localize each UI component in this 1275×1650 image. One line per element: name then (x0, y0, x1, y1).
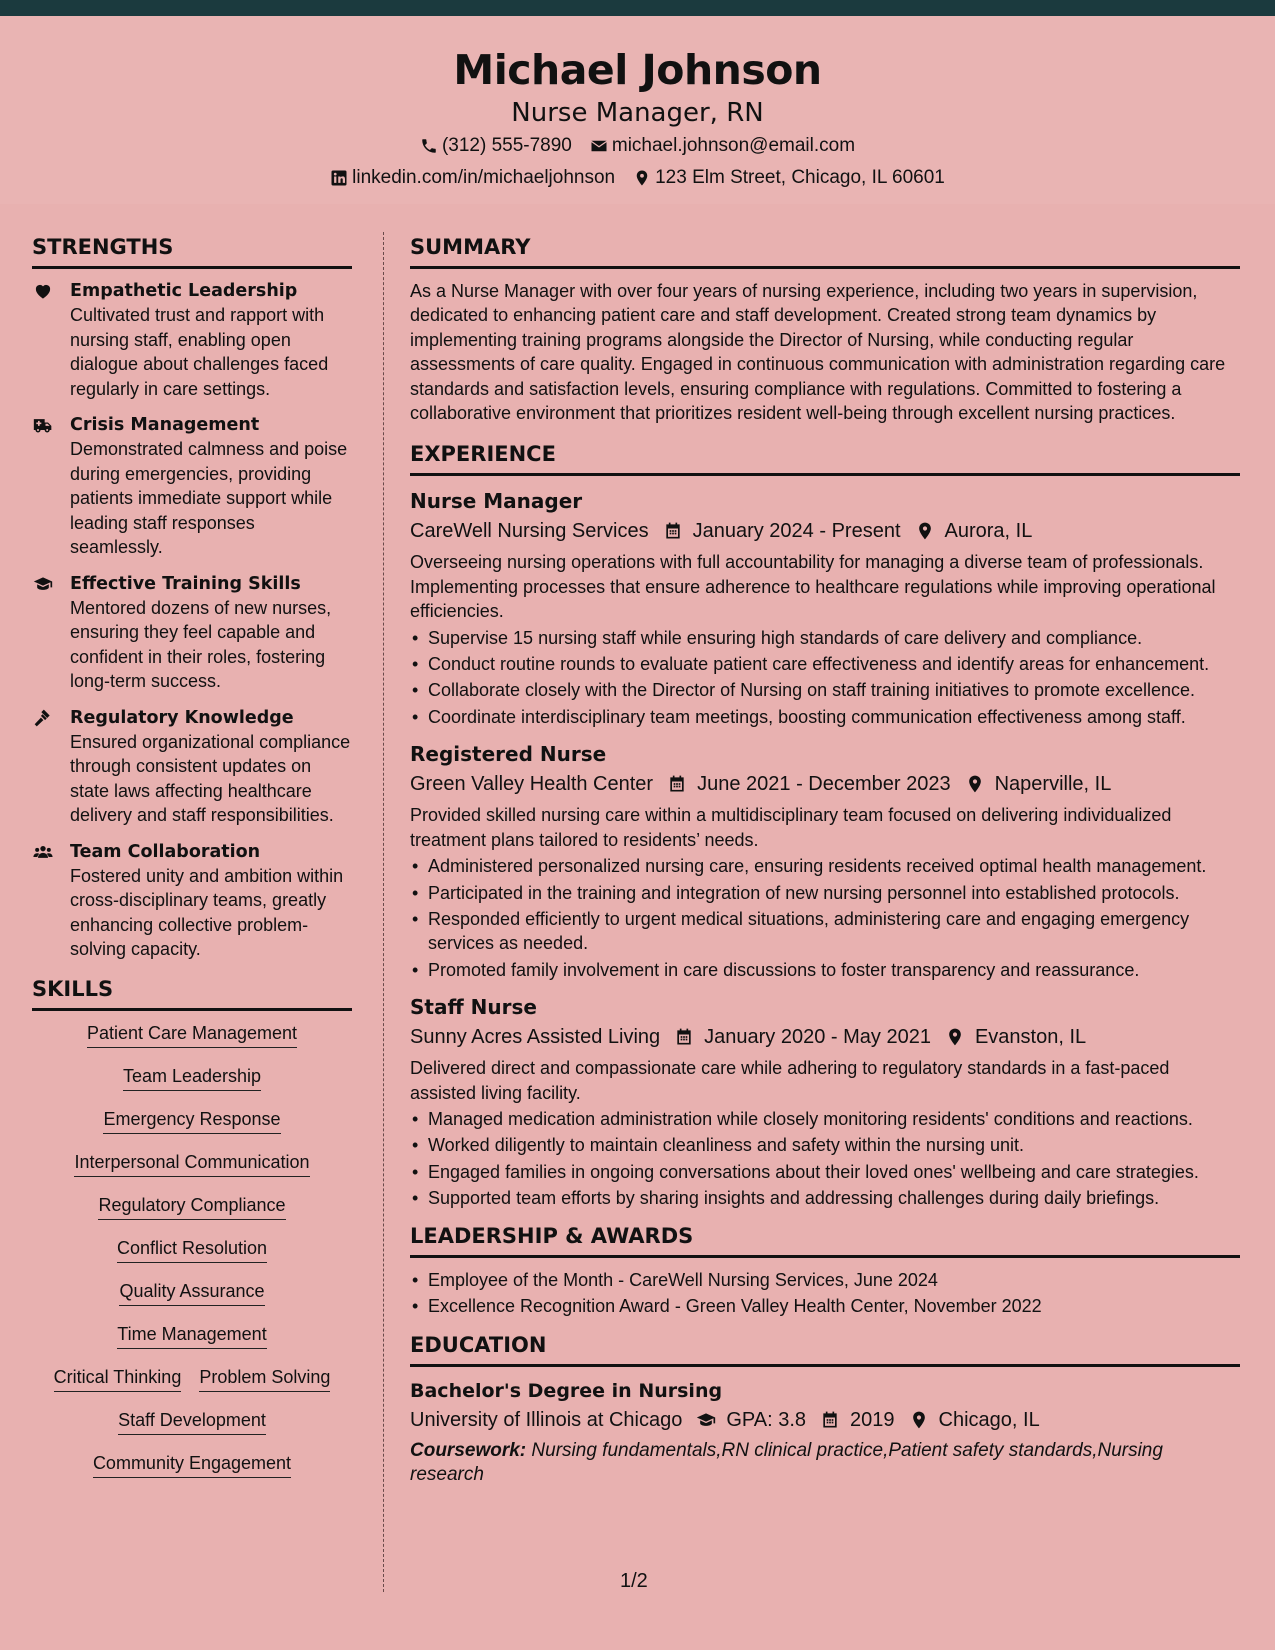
strength-title: Effective Training Skills (70, 573, 301, 594)
linkedin-icon (330, 169, 348, 187)
job-bullets (410, 626, 1240, 730)
education-location: Chicago, IL (938, 1409, 1040, 1432)
job-description: Delivered direct and compassionate care while adhering to regulatory standards in a fast-paced assisted living facility. (410, 1058, 1170, 1103)
skill-row (32, 1451, 352, 1478)
skill-row (32, 1279, 352, 1306)
job-entry (410, 486, 1240, 729)
award-item: • Excellence Recognition Award - Green Valley Health Center, November 2022 (410, 1294, 1240, 1318)
envelope-icon (590, 137, 608, 155)
email-text[interactable]: michael.johnson@email.com (611, 135, 856, 156)
strength-item (32, 706, 352, 828)
job-bullet: • Conduct routine rounds to evaluate patient care effectiveness and identify areas for enhancement. (410, 652, 1240, 676)
strength-title: Team Collaboration (70, 841, 261, 862)
ambulance-icon (32, 415, 54, 435)
phone-icon (420, 137, 438, 155)
skill-row (32, 1107, 352, 1134)
job-location: Naperville, IL (994, 773, 1112, 796)
job-bullet: • Participated in the training and integration of new nursing personnel into established protocols. (410, 881, 1240, 905)
skill-tag: Staff Development (118, 1408, 266, 1435)
job-meta (410, 516, 1240, 546)
skill-tag: Conflict Resolution (117, 1236, 267, 1263)
linkedin-contact[interactable] (330, 162, 615, 194)
strength-desc: Ensured organizational compliance through consistent updates on state laws affecting healthcare delivery and staff responsibilities. (70, 731, 351, 825)
company-name: CareWell Nursing Services (410, 520, 649, 543)
map-pin-icon (915, 521, 935, 541)
skill-row (32, 1021, 352, 1048)
strength-title: Regulatory Knowledge (70, 707, 294, 728)
map-pin-icon (965, 774, 985, 794)
skill-tag: Problem Solving (199, 1365, 330, 1392)
skill-tag: Emergency Response (103, 1107, 280, 1134)
skill-row (32, 1150, 352, 1177)
company-name: Green Valley Health Center (410, 773, 654, 796)
job-dates: January 2020 - May 2021 (704, 1026, 931, 1049)
skill-tag: Team Leadership (123, 1064, 261, 1091)
heart-icon (32, 281, 54, 301)
job-meta (410, 1022, 1240, 1052)
contact-row-2 (0, 162, 1275, 194)
strength-title: Crisis Management (70, 415, 260, 435)
phone-text: (312) 555-7890 (441, 135, 572, 156)
job-bullet: • Responded efficiently to urgent medical situations, administering care and engaging emergency services as needed. (410, 907, 1240, 956)
summary-text: As a Nurse Manager with over four years of nursing experience, including two years in supervision, dedicated to enhancing patient care and staff development. Created strong team dynamics by implementing training programs alongside the Director of Nursing, while conducting regular assessments of care quality. Engaged in continuous communication with administration regarding care standards and satisfaction levels, ensuring compliance with regulations. Committed to fostering a collaborative environment that prioritizes resident well-being through excellent nursing practices. (410, 281, 1226, 424)
job-bullet: • Engaged families in ongoing conversations about their loved ones' wellbeing and care strategies. (410, 1160, 1240, 1184)
strength-desc: Demonstrated calmness and poise during emergencies, providing patients immediate support while leading staff responses seamlessly. (70, 439, 348, 557)
strength-desc: Cultivated trust and rapport with nursing staff, enabling open dialogue about challenges faced regularly in care settings. (70, 305, 329, 399)
skill-row (32, 1322, 352, 1349)
linkedin-text[interactable]: linkedin.com/in/michaeljohnson (352, 167, 616, 188)
job-location: Aurora, IL (944, 520, 1033, 543)
job-meta (410, 769, 1240, 799)
calendar-icon (820, 1410, 840, 1430)
skills-list (32, 1021, 352, 1478)
skill-row (32, 1236, 352, 1263)
graduation-year: 2019 (850, 1409, 895, 1432)
calendar-icon (674, 1027, 694, 1047)
job-bullet: • Supported team efforts by sharing insights and addressing challenges during daily briefings. (410, 1186, 1240, 1210)
gpa-text: GPA: 3.8 (726, 1409, 807, 1432)
skill-tag: Time Management (117, 1322, 266, 1349)
coursework (410, 1439, 1240, 1487)
resume-header (0, 16, 1275, 204)
skill-tag: Critical Thinking (54, 1365, 182, 1392)
graduation-cap-icon (696, 1410, 716, 1430)
summary-heading: SUMMARY (410, 232, 1240, 269)
calendar-icon (667, 774, 687, 794)
page-number: 1/2 (620, 1570, 648, 1592)
left-column (32, 232, 352, 1494)
skill-tag: Community Engagement (93, 1451, 291, 1478)
job-description: Overseeing nursing operations with full accountability for managing a diverse team of professionals. Implementing processes that ensure adherence to healthcare regulations while improving operational efficiencies. (410, 552, 1216, 622)
graduation-cap-icon (32, 574, 54, 594)
company-name: Sunny Acres Assisted Living (410, 1026, 661, 1049)
calendar-icon (663, 521, 683, 541)
jobs-list (410, 486, 1240, 1210)
map-pin-icon (909, 1410, 929, 1430)
strength-item (32, 572, 352, 694)
job-bullet: • Worked diligently to maintain cleanliness and safety within the nursing unit. (410, 1133, 1240, 1157)
map-pin-icon (945, 1027, 965, 1047)
award-item: • Employee of the Month - CareWell Nursing Services, June 2024 (410, 1268, 1240, 1292)
education-heading: EDUCATION (410, 1330, 1240, 1367)
job-title: Staff Nurse (410, 995, 537, 1020)
phone-contact (420, 130, 572, 162)
job-dates: June 2021 - December 2023 (697, 773, 951, 796)
address-contact (633, 162, 945, 194)
education-meta (410, 1405, 1240, 1435)
strength-item (32, 413, 352, 560)
job-dates: January 2024 - Present (692, 520, 901, 543)
job-bullet: • Administered personalized nursing care, ensuring residents received optimal health management. (410, 854, 1240, 878)
map-pin-icon (633, 169, 651, 187)
strength-desc: Fostered unity and ambition within cross-disciplinary teams, greatly enhancing collective problem-solving capacity. (70, 865, 344, 959)
job-location: Evanston, IL (974, 1026, 1087, 1049)
skill-row (32, 1064, 352, 1091)
job-bullet: • Managed medication administration while closely monitoring residents' conditions and reactions. (410, 1107, 1240, 1131)
skill-tag: Interpersonal Communication (74, 1150, 309, 1177)
job-entry (410, 992, 1240, 1210)
column-divider (383, 232, 384, 1592)
job-bullet: • Promoted family involvement in care discussions to foster transparency and reassurance. (410, 958, 1240, 982)
skill-row (32, 1365, 352, 1392)
school-name: University of Illinois at Chicago (410, 1409, 683, 1432)
strengths-heading: STRENGTHS (32, 232, 352, 269)
job-title: Registered Nurse (410, 742, 607, 767)
leadership-list (410, 1268, 1240, 1319)
users-icon (32, 842, 54, 862)
job-bullet: • Supervise 15 nursing staff while ensuring high standards of care delivery and compliance. (410, 626, 1240, 650)
skill-tag: Quality Assurance (119, 1279, 264, 1306)
right-column (410, 232, 1240, 1487)
strength-title: Empathetic Leadership (70, 281, 298, 301)
degree-title: Bachelor's Degree in Nursing (410, 1380, 723, 1403)
job-title: Nurse Manager (410, 489, 583, 514)
job-entry (410, 739, 1240, 982)
coursework-label: Coursework: (410, 1440, 527, 1462)
top-accent-bar (0, 0, 1275, 16)
contact-row-1 (0, 130, 1275, 162)
candidate-name: Michael Johnson (453, 46, 822, 94)
strength-desc: Mentored dozens of new nurses, ensuring they feel capable and confident in their roles, fostering long-term success. (70, 597, 332, 691)
job-bullet: • Collaborate closely with the Director of Nursing on staff training initiatives to promote excellence. (410, 678, 1240, 702)
skill-row (32, 1193, 352, 1220)
candidate-title: Nurse Manager, RN (511, 98, 764, 128)
coursework-text: Nursing fundamentals,RN clinical practice,Patient safety standards,Nursing research (410, 1440, 1163, 1486)
leadership-heading: LEADERSHIP & AWARDS (410, 1221, 1240, 1258)
strength-item (32, 279, 352, 401)
job-bullets (410, 854, 1240, 982)
experience-heading: EXPERIENCE (410, 439, 1240, 476)
gavel-icon (32, 708, 54, 728)
job-description: Provided skilled nursing care within a multidisciplinary team focused on delivering individualized treatment plans tailored to residents’ needs. (410, 805, 1172, 850)
job-bullet: • Coordinate interdisciplinary team meetings, boosting communication effectiveness among staff. (410, 705, 1240, 729)
skill-tag: Patient Care Management (87, 1021, 297, 1048)
email-contact[interactable] (590, 130, 855, 162)
job-bullets (410, 1107, 1240, 1211)
skill-row (32, 1408, 352, 1435)
strength-item (32, 840, 352, 962)
skill-tag: Regulatory Compliance (98, 1193, 285, 1220)
address-text: 123 Elm Street, Chicago, IL 60601 (655, 167, 945, 188)
skills-heading: SKILLS (32, 974, 352, 1011)
strengths-list (32, 279, 352, 962)
